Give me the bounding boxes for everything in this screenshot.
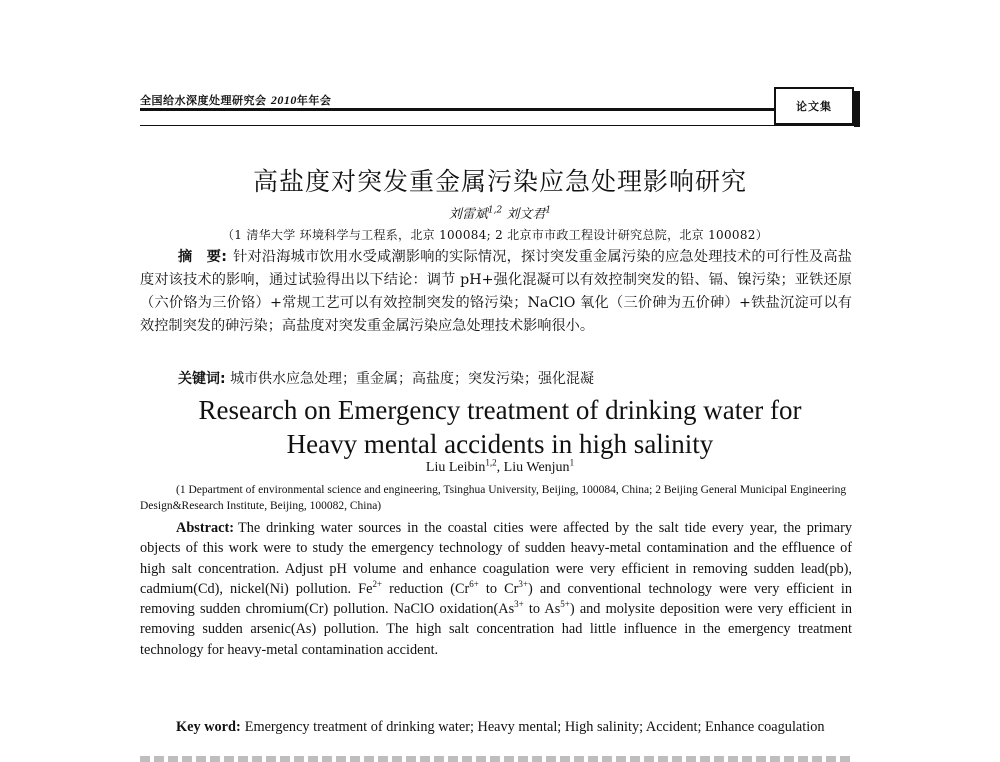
zh-author-2: 刘文君 (506, 207, 546, 222)
zh-abstract-label: 摘 要: (178, 249, 227, 265)
english-keywords (140, 717, 852, 737)
zh-author-2-affil: 1 (545, 205, 552, 216)
en-title-line-2: Heavy mental accidents in high salinity (286, 429, 714, 459)
en-keywords-text: Emergency treatment of drinking water; Heavy mental; High salinity; Accident; Enhance coagulation (244, 719, 825, 735)
chinese-keywords (178, 368, 858, 388)
fe-charge: 2+ (372, 579, 383, 590)
as3-charge: 3+ (514, 599, 524, 610)
en-abstract-label: Abstract: (176, 520, 234, 536)
en-author-1: Liu Leibin (425, 460, 486, 475)
en-abstract-part-3: to Cr (478, 580, 519, 597)
zh-keywords-label: 关键词: (178, 371, 226, 387)
cr3-charge: 3+ (518, 579, 528, 590)
chinese-affiliation: （1 清华大学 环境科学与工程系，北京 100084; 2 北京市市政工程设计研究总院，北京 100082） (221, 228, 769, 242)
zh-abstract-text: 针对沿海城市饮用水受咸潮影响的实际情况，探讨突发重金属污染的应急处理技术的可行性及高盐度对该技术的影响，通过试验得出以下结论：调节 pH+强化混凝可以有效控制突发的铅、镉、镍污染；亚铁还原（六价铬为三价铬）+常规工艺可以有效控制突发的铬污染；NaClO 氧化（三价砷为五价砷）+铁盐沉淀可以有效控制突发的砷污染；高盐度对突发重金属污染应急处理技术影响很小。 (140, 249, 852, 334)
header-rule-thin (140, 125, 860, 126)
english-title (0, 393, 1000, 461)
zh-keywords-text: 城市供水应急处理；重金属；高盐度；突发污染；强化混凝 (230, 371, 595, 387)
english-authors (0, 457, 1000, 476)
section-tag-shadow (854, 91, 860, 127)
chinese-title: 高盐度对突发重金属污染应急处理影响研究 (252, 167, 747, 196)
en-author-2: Liu Wenjun (503, 460, 570, 475)
chinese-abstract (140, 246, 852, 338)
english-affiliation: (1 Department of environmental science and engineering, Tsinghua University, Beijing, 100084, China; 2 Beijing General Municipal Engineering Design&Research Institute, Beijing, 100082, China) (140, 484, 847, 512)
journal-year: 2010 (270, 93, 297, 107)
journal-meeting: 年年会 (296, 94, 332, 107)
en-author-2-affil: 1 (569, 457, 575, 468)
en-title-line-1: Research on Emergency treatment of drinking water for (198, 395, 802, 425)
section-tag: 论文集 (774, 87, 854, 125)
as5-charge: 5+ (560, 599, 570, 610)
en-abstract-part-5: to As (523, 601, 561, 618)
zh-author-1: 刘雷斌 (448, 207, 488, 222)
english-abstract (140, 518, 852, 660)
en-abstract-part-1: The drinking water sources in the coastal cities were affected by the salt tide every year, the primary objects of this work were to study the emergency technology of sudden heavy-metal contamination and the effluence of high salt concentration. Adjust pH volume and enhance coagulation were very efficient in removing sudden lead(pb), cadmium(Cd), nickel(Ni) pollution. Fe (140, 520, 852, 597)
en-abstract-part-2: reduction (Cr (382, 580, 470, 597)
cut-off-next-line (140, 756, 852, 762)
chinese-authors (0, 203, 1000, 222)
en-keywords-label: Key word: (176, 719, 241, 735)
cr6-charge: 6+ (469, 579, 479, 590)
journal-name: 全国给水深度处理研究会 (140, 94, 267, 107)
en-abstract-part-6: ) and molysite deposition were very efficient in removing sudden arsenic(As) pollution. The high salt concentration had little influence in the emergency treatment technology for heavy-metal contamination accident. (140, 601, 852, 658)
journal-header (140, 92, 331, 108)
en-author-separator: , (496, 460, 504, 475)
en-abstract-part-4: ) and conventional technology were very efficient in removing sudden chromium(Cr) pollution. NaClO oxidation(As (140, 580, 852, 618)
header-rule-thick (140, 108, 774, 111)
zh-author-1-affil: 1,2 (487, 205, 503, 216)
en-author-1-affil: 1,2 (485, 457, 497, 468)
